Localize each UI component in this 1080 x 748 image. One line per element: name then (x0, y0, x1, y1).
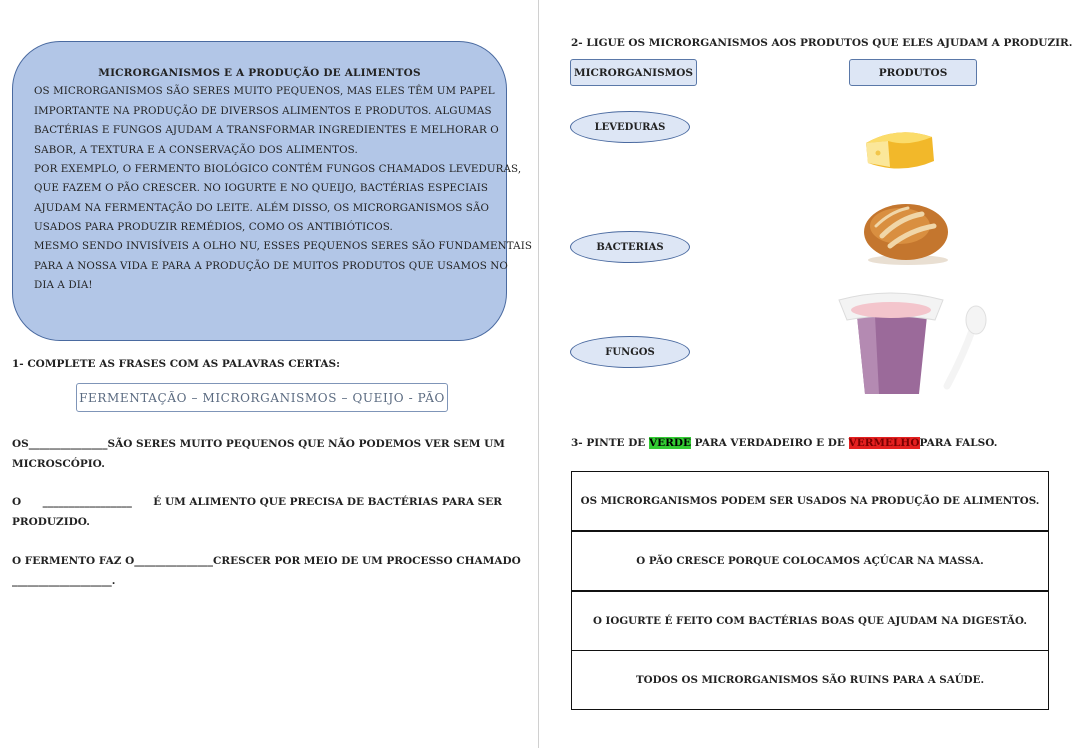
micro-bacterias[interactable]: BACTERIAS (570, 231, 690, 263)
info-line: POR EXEMPLO, O FERMENTO BIOLÓGICO CONTÉM FUNGOS CHAMADOS LEVEDURAS, (34, 163, 522, 175)
sentence-text: PRODUZIDO. (12, 516, 90, 528)
sentence-text: É UM ALIMENTO QUE PRECISA DE BACTÉRIAS PARA SER (153, 496, 502, 508)
statement-box[interactable]: O IOGURTE É FEITO COM BACTÉRIAS BOAS QUE AJUDAM NA DIGESTÃO. (571, 591, 1049, 651)
word-bank: FERMENTAÇÃO – MICRORGANISMOS – QUEIJO - PÃO (76, 383, 448, 412)
sentence-text: SÃO SERES MUITO PEQUENOS QUE NÃO PODEMOS VER SEM UM (107, 438, 505, 450)
info-line: DIA A DIA! (34, 279, 93, 291)
q3-heading-text: PARA FALSO. (919, 437, 998, 449)
q2-heading: 2- LIGUE OS MICRORGANISMOS AOS PRODUTOS QUE ELES AJUDAM A PRODUZIR. (571, 37, 1073, 49)
sentence-text: MICROSCÓPIO. (12, 458, 105, 470)
cheese-hole (876, 151, 881, 156)
micro-leveduras[interactable]: LEVEDURAS (570, 111, 690, 143)
q1-sentence-2 (12, 492, 502, 532)
spoon-handle (947, 328, 973, 386)
q1-heading: 1- COMPLETE AS FRASES COM AS PALAVRAS CERTAS: (12, 358, 340, 370)
sentence-text: OS (12, 438, 29, 450)
q3-heading-text: PARA VERDADEIRO E DE (694, 437, 845, 449)
q3-heading (571, 437, 997, 449)
statement-box[interactable]: TODOS OS MICRORGANISMOS SÃO RUINS PARA A SAÚDE. (571, 650, 1049, 710)
q1-sentence-1 (12, 434, 505, 474)
statement-box[interactable]: O PÃO CRESCE PORQUE COLOCAMOS AÇÚCAR NA MASSA. (571, 531, 1049, 591)
info-line: IMPORTANTE NA PRODUÇÃO DE DIVERSOS ALIMENTOS E PRODUTOS. ALGUMAS (34, 105, 492, 117)
sentence-text: O (12, 496, 22, 508)
info-line: AJUDAM NA FERMENTAÇÃO DO LEITE. ALÉM DISSO, OS MICRORGANISMOS SÃO (34, 202, 490, 214)
answer-blank[interactable]: _______________ (134, 555, 214, 567)
spoon-bowl (966, 306, 986, 334)
info-line: SABOR, A TEXTURA E A CONSERVAÇÃO DOS ALIMENTOS. (34, 144, 358, 156)
micro-fungos[interactable]: FUNGOS (570, 336, 690, 368)
col-header-microrganismos: MICRORGANISMOS (570, 59, 697, 86)
info-line: PARA A NOSSA VIDA E PARA A PRODUÇÃO DE MUITOS PRODUTOS QUE USAMOS NO (34, 260, 508, 272)
info-line: USADOS PARA PRODUZIR REMÉDIOS, COMO OS ANTIBIÓTICOS. (34, 221, 393, 233)
green-word: VERDE (648, 437, 691, 449)
statement-box[interactable]: OS MICRORGANISMOS PODEM SER USADOS NA PRODUÇÃO DE ALIMENTOS. (571, 471, 1049, 531)
answer-blank[interactable]: _______________ (28, 438, 108, 450)
q1-sentence-3 (12, 551, 521, 591)
bread-image[interactable] (860, 196, 952, 268)
cheese-image[interactable] (858, 117, 940, 177)
yogurt-content (851, 302, 931, 318)
info-line: OS MICRORGANISMOS SÃO SERES MUITO PEQUENOS, MAS ELES TÊM UM PAPEL (34, 85, 495, 97)
info-line: BACTÉRIAS E FUNGOS AJUDAM A TRANSFORMAR INGREDIENTES E MELHORAR O (34, 124, 499, 136)
info-line: QUE FAZEM O PÃO CRESCER. NO IOGURTE E NO QUEIJO, BACTÉRIAS ESPECIAIS (34, 182, 489, 194)
q3-heading-text: 3- PINTE DE (571, 437, 646, 449)
sentence-text: O FERMENTO FAZ O (12, 555, 135, 567)
info-title: MICRORGANISMOS E A PRODUÇÃO DE ALIMENTOS (98, 67, 421, 79)
col-header-produtos: PRODUTOS (849, 59, 977, 86)
page-divider (538, 0, 539, 748)
info-line: MESMO SENDO INVISÍVEIS A OLHO NU, ESSES PEQUENOS SERES SÃO FUNDAMENTAIS (34, 240, 533, 252)
yogurt-image[interactable] (835, 286, 990, 398)
answer-blank[interactable]: ___________________. (12, 575, 116, 587)
answer-blank[interactable]: _________________ (42, 496, 132, 508)
red-word: VERMELHO (848, 437, 920, 449)
sentence-text: CRESCER POR MEIO DE UM PROCESSO CHAMADO (213, 555, 521, 567)
